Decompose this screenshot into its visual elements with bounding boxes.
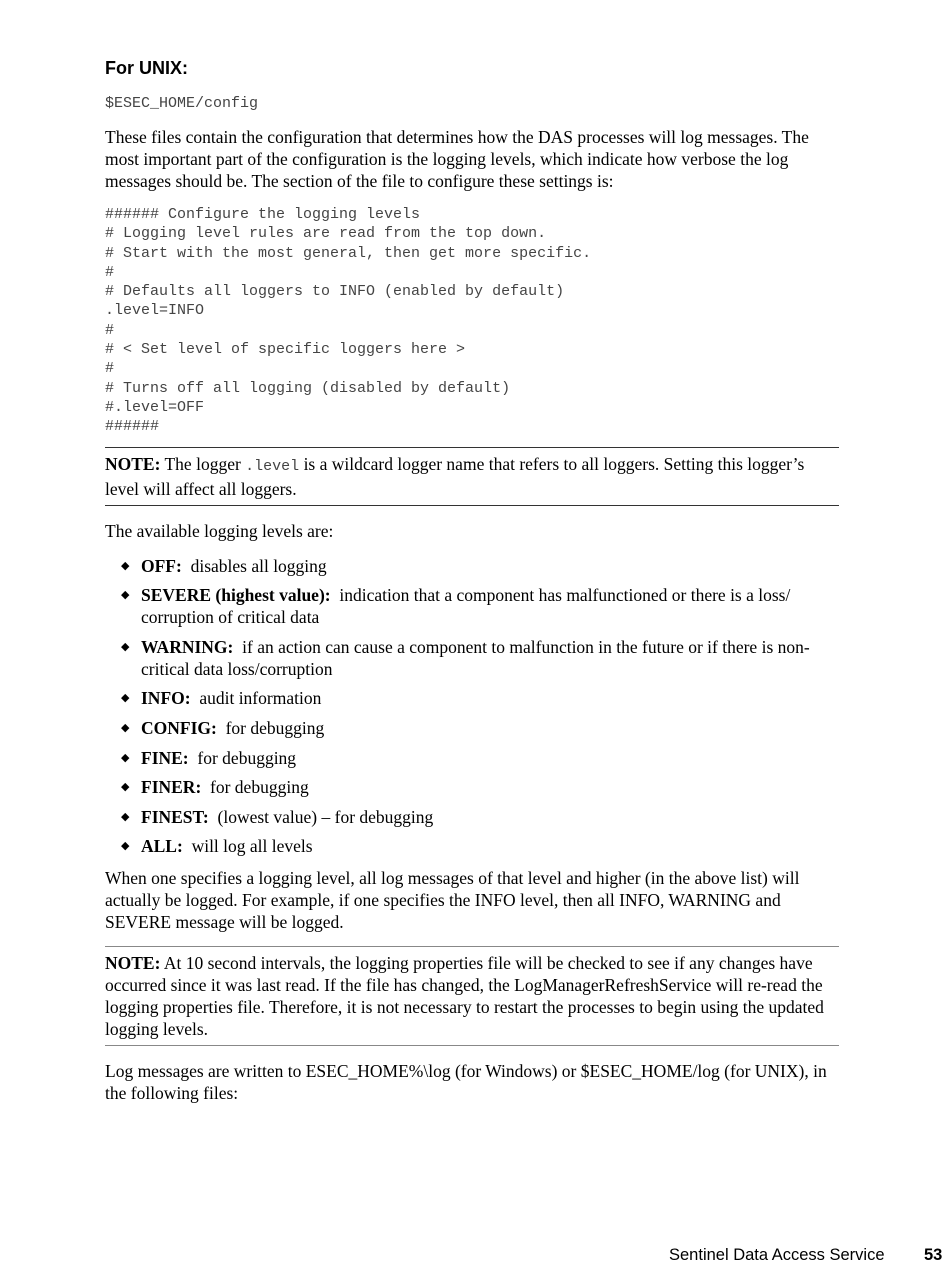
level-term: FINEST: bbox=[141, 806, 209, 827]
footer-title: Sentinel Data Access Service bbox=[669, 1246, 885, 1264]
page-content bbox=[105, 56, 839, 1117]
config-path: $ESEC_HOME/config bbox=[105, 95, 259, 112]
diamond-bullet-icon: ◆ bbox=[121, 640, 130, 653]
section-heading: For UNIX: bbox=[105, 58, 188, 78]
note-refresh-interval bbox=[105, 946, 839, 1046]
level-desc: will log all levels bbox=[191, 836, 313, 857]
list-item bbox=[105, 776, 839, 798]
level-desc: for debugging bbox=[197, 747, 297, 768]
level-desc: disables all logging bbox=[190, 555, 327, 576]
diamond-bullet-icon: ◆ bbox=[121, 589, 130, 602]
page-number: 53 bbox=[924, 1246, 943, 1264]
note-text-after: is a wildcard logger name that refers to all loggers. Setting this logger’s level will affect all loggers. bbox=[105, 453, 805, 499]
diamond-bullet-icon: ◆ bbox=[121, 781, 130, 794]
diamond-bullet-icon: ◆ bbox=[121, 810, 130, 823]
note-label: NOTE: bbox=[105, 453, 161, 474]
list-item bbox=[105, 835, 839, 857]
level-term: FINE: bbox=[141, 747, 189, 768]
level-desc: (lowest value) – for debugging bbox=[217, 806, 434, 827]
list-item bbox=[105, 687, 839, 709]
list-item bbox=[105, 555, 839, 577]
level-term: WARNING: bbox=[141, 636, 234, 657]
list-item bbox=[105, 806, 839, 828]
level-term: FINER: bbox=[141, 777, 202, 798]
note-text-before: The logger bbox=[160, 453, 246, 474]
level-term: CONFIG: bbox=[141, 717, 217, 738]
level-term: ALL: bbox=[141, 836, 183, 857]
diamond-bullet-icon: ◆ bbox=[121, 751, 130, 764]
level-term: SEVERE (highest value): bbox=[141, 585, 331, 606]
diamond-bullet-icon: ◆ bbox=[121, 692, 130, 705]
level-desc: for debugging bbox=[225, 717, 325, 738]
intro-paragraph: These files contain the configuration that determines how the DAS processes will log messages. The most important part of the configuration is the logging levels, which indicate how verbose the log messages should be. The section of the file to configure these settings is: bbox=[105, 127, 809, 191]
list-item bbox=[105, 717, 839, 739]
list-item bbox=[105, 584, 839, 628]
note-wildcard-logger bbox=[105, 447, 839, 506]
note-text: At 10 second intervals, the logging properties file will be checked to see if any changes have occurred since it was last read. If the file has changed, the LogManagerRefreshService will re-read the logging properties file. Therefore, it is not necessary to restart the processes to begin using the updated logging levels. bbox=[105, 953, 824, 1040]
level-desc: for debugging bbox=[210, 777, 309, 798]
note-label: NOTE: bbox=[105, 953, 161, 974]
log-location-paragraph: Log messages are written to ESEC_HOME%\log (for Windows) or $ESEC_HOME/log (for UNIX), in the following files: bbox=[105, 1061, 827, 1104]
levels-list bbox=[105, 555, 839, 858]
level-desc: audit information bbox=[199, 688, 322, 709]
level-desc: if an action can cause a component to malfunction in the future or if there is non-critical data loss/corruption bbox=[141, 636, 810, 679]
diamond-bullet-icon: ◆ bbox=[121, 721, 130, 734]
diamond-bullet-icon: ◆ bbox=[121, 840, 130, 853]
config-code-block: ###### Configure the logging levels # Logging level rules are read from the top down. # Start with the most general, then get more specific. # # Defaults all loggers to INFO (enabled by default) .level=INFO # # < Set level of specific loggers here > # # Turns off all logging (disabled by default) #.level=OFF ###### bbox=[105, 206, 592, 436]
list-item bbox=[105, 747, 839, 769]
level-term: INFO: bbox=[141, 688, 191, 709]
levels-intro: The available logging levels are: bbox=[105, 520, 334, 541]
levels-explanation: When one specifies a logging level, all log messages of that level and higher (in the above list) will actually be logged. For example, if one specifies the INFO level, then all INFO, WARNING and SEVERE message will be logged. bbox=[105, 868, 800, 933]
note-inline-code: .level bbox=[245, 457, 300, 475]
diamond-bullet-icon: ◆ bbox=[121, 559, 130, 572]
level-term: OFF: bbox=[141, 555, 182, 576]
level-desc: indication that a component has malfunctioned or there is a loss/ corruption of critical data bbox=[141, 585, 791, 628]
list-item bbox=[105, 636, 839, 680]
